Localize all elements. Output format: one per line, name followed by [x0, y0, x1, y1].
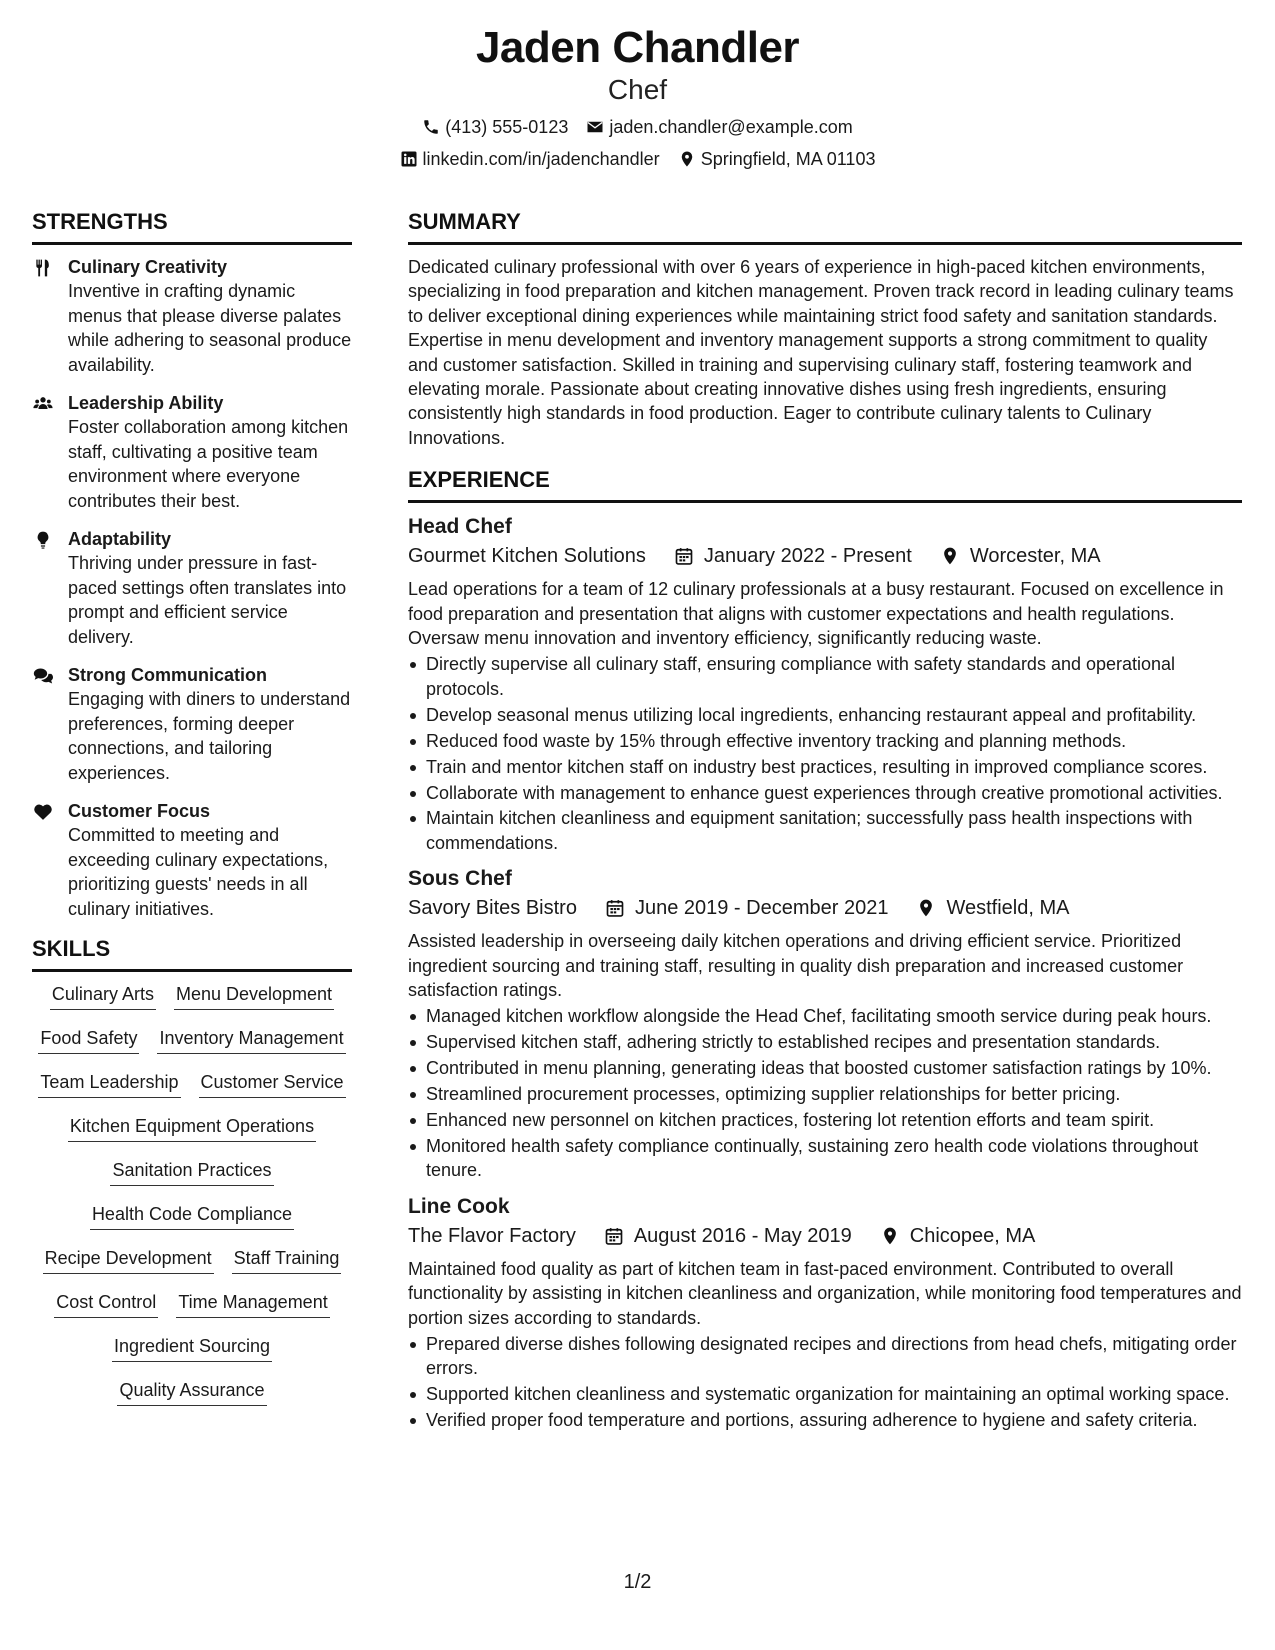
job-bullet: Managed kitchen workflow alongside the Head Chef, facilitating smooth service during peak hours. — [408, 1004, 1242, 1028]
skill-tag: Inventory Management — [157, 1026, 345, 1054]
job-location: Westfield, MA — [946, 897, 1070, 920]
map-pin-icon — [678, 150, 696, 168]
heart-icon — [33, 802, 53, 822]
skills-list — [32, 982, 352, 1406]
map-pin-icon — [940, 546, 960, 566]
job-bullet: Monitored health safety compliance continually, sustaining zero health code violations throughout tenure. — [408, 1134, 1242, 1183]
strengths-heading: STRENGTHS — [32, 208, 352, 245]
candidate-name: Jaden Chandler — [475, 23, 800, 72]
left-column — [32, 208, 352, 1406]
job-entry — [408, 513, 1242, 855]
job-bullet: Contributed in menu planning, generating ideas that boosted customer satisfaction ratings by 10%. — [408, 1056, 1242, 1080]
strength-item — [32, 799, 352, 921]
job-dates: January 2022 - Present — [703, 545, 912, 568]
candidate-role: Chef — [607, 74, 668, 105]
skill-tag: Team Leadership — [38, 1070, 180, 1098]
skill-tag: Quality Assurance — [117, 1378, 266, 1406]
comments-icon — [33, 666, 53, 686]
lightbulb-icon — [33, 530, 53, 550]
strength-title: Customer Focus — [68, 801, 211, 821]
email-contact[interactable] — [586, 112, 852, 142]
contact-row-2 — [0, 144, 1275, 174]
resume-header — [0, 22, 1275, 174]
strength-item — [32, 255, 352, 377]
phone-contact[interactable] — [422, 112, 568, 142]
skill-tag: Health Code Compliance — [90, 1202, 294, 1230]
strength-desc: Engaging with diners to understand preferences, forming deeper connections, and tailoring experiences. — [68, 689, 351, 783]
email-text: jaden.chandler@example.com — [609, 117, 853, 137]
calendar-icon — [674, 546, 694, 566]
job-bullet: Train and mentor kitchen staff on industry best practices, resulting in improved compliance scores. — [408, 755, 1242, 779]
utensils-icon — [33, 258, 53, 278]
strength-item — [32, 527, 352, 649]
strength-desc: Inventive in crafting dynamic menus that please diverse palates while adhering to seasonal produce availability. — [68, 281, 352, 375]
strength-title: Strong Communication — [68, 665, 267, 685]
job-description: Lead operations for a team of 12 culinary professionals at a busy restaurant. Focused on excellence in food preparation and presentation that aligns with customer expectations and health regulations. Oversaw menu innovation and inventory efficiency, significantly reducing waste. — [408, 579, 1224, 649]
linkedin-text: linkedin.com/in/jadenchandler — [422, 149, 660, 169]
envelope-icon — [586, 118, 604, 136]
job-bullet: Maintain kitchen cleanliness and equipment sanitation; successfully pass health inspections with commendations. — [408, 806, 1242, 855]
skill-tag: Food Safety — [38, 1026, 139, 1054]
strength-desc: Foster collaboration among kitchen staff, cultivating a positive team environment where everyone contributes their best. — [68, 417, 349, 511]
job-company: The Flavor Factory — [408, 1224, 576, 1247]
skill-tag: Time Management — [176, 1290, 329, 1318]
skill-tag: Recipe Development — [43, 1246, 214, 1274]
strength-item — [32, 663, 352, 785]
linkedin-icon — [400, 150, 418, 168]
job-entry — [408, 1193, 1242, 1433]
job-dates: August 2016 - May 2019 — [633, 1224, 852, 1247]
map-pin-icon — [916, 898, 936, 918]
strength-title: Leadership Ability — [68, 393, 224, 413]
job-bullet: Develop seasonal menus utilizing local ingredients, enhancing restaurant appeal and profitability. — [408, 703, 1242, 727]
calendar-icon — [604, 1226, 624, 1246]
strength-desc: Thriving under pressure in fast-paced settings often translates into prompt and efficient service delivery. — [68, 553, 347, 647]
strength-desc: Committed to meeting and exceeding culinary expectations, prioritizing guests' needs in all culinary initiatives. — [68, 825, 329, 919]
location-contact — [678, 144, 876, 174]
job-bullet: Supported kitchen cleanliness and systematic organization for maintaining an optimal working space. — [408, 1382, 1242, 1406]
linkedin-contact[interactable] — [400, 144, 660, 174]
job-bullets — [408, 652, 1242, 855]
job-meta — [408, 541, 1242, 571]
job-bullets — [408, 1004, 1242, 1182]
job-bullet: Enhanced new personnel on kitchen practices, fostering lot retention efforts and team spirit. — [408, 1108, 1242, 1132]
job-dates: June 2019 - December 2021 — [634, 897, 889, 920]
job-description: Maintained food quality as part of kitchen team in fast-paced environment. Contributed to overall functionality by assisting in kitchen cleanliness and organization, while monitoring food temperatures and portion sizes according to standards. — [408, 1258, 1242, 1328]
job-location: Worcester, MA — [969, 545, 1101, 568]
location-text: Springfield, MA 01103 — [700, 149, 876, 169]
job-company: Gourmet Kitchen Solutions — [408, 545, 646, 568]
job-bullet: Prepared diverse dishes following designated recipes and directions from head chefs, mitigating order errors. — [408, 1332, 1242, 1381]
right-column — [408, 208, 1242, 1443]
experience-heading: EXPERIENCE — [408, 466, 1242, 503]
phone-text: (413) 555-0123 — [445, 117, 569, 137]
users-icon — [33, 394, 53, 414]
summary-text: Dedicated culinary professional with over 6 years of experience in high-paced kitchen environments, specializing in food preparation and kitchen management. Proven track record in leading culinary teams to deliver exceptional dining experiences while maintaining strict food safety and sanitation standards. Expertise in menu development and inventory management supports a strong commitment to quality and customer satisfaction. Skilled in training and supervising culinary staff, fostering teamwork and elevating morale. Passionate about creating innovative dishes using fresh ingredients, ensuring consistently high standards in food production. Eager to contribute culinary talents to Culinary Innovations. — [408, 257, 1234, 448]
job-bullets — [408, 1332, 1242, 1433]
job-meta — [408, 893, 1242, 923]
summary-heading: SUMMARY — [408, 208, 1242, 245]
skill-tag: Culinary Arts — [50, 982, 156, 1010]
skill-tag: Cost Control — [54, 1290, 158, 1318]
strength-title: Culinary Creativity — [68, 257, 228, 277]
job-meta — [408, 1221, 1242, 1251]
skill-tag: Ingredient Sourcing — [112, 1334, 272, 1362]
skill-tag: Customer Service — [199, 1070, 346, 1098]
job-location: Chicopee, MA — [909, 1224, 1036, 1247]
page-number: 1/2 — [623, 1571, 652, 1593]
job-title: Line Cook — [408, 1194, 510, 1218]
strength-item — [32, 391, 352, 513]
skill-tag: Kitchen Equipment Operations — [68, 1114, 316, 1142]
calendar-icon — [605, 898, 625, 918]
skill-tag: Menu Development — [174, 982, 334, 1010]
job-title: Head Chef — [408, 515, 512, 539]
job-bullet: Collaborate with management to enhance guest experiences through creative promotional activities. — [408, 781, 1242, 805]
skill-tag: Sanitation Practices — [110, 1158, 273, 1186]
phone-icon — [422, 118, 440, 136]
skill-tag: Staff Training — [232, 1246, 342, 1274]
map-pin-icon — [880, 1226, 900, 1246]
job-bullet: Directly supervise all culinary staff, ensuring compliance with safety standards and operational protocols. — [408, 652, 1242, 701]
job-entry — [408, 865, 1242, 1183]
job-bullet: Reduced food waste by 15% through effective inventory tracking and planning methods. — [408, 729, 1242, 753]
job-company: Savory Bites Bistro — [408, 897, 577, 920]
job-description: Assisted leadership in overseeing daily kitchen operations and driving efficient service. Prioritized ingredient sourcing and training staff, resulting in quality dish preparation and increased customer satisfaction ratings. — [408, 931, 1184, 1001]
job-bullet: Supervised kitchen staff, adhering strictly to established recipes and presentation standards. — [408, 1030, 1242, 1054]
strength-title: Adaptability — [68, 529, 172, 549]
job-bullet: Streamlined procurement processes, optimizing supplier relationships for better pricing. — [408, 1082, 1242, 1106]
contact-row-1 — [0, 112, 1275, 142]
job-bullet: Verified proper food temperature and portions, assuring adherence to hygiene and safety criteria. — [408, 1408, 1242, 1432]
job-title: Sous Chef — [408, 867, 512, 891]
skills-heading: SKILLS — [32, 935, 352, 972]
